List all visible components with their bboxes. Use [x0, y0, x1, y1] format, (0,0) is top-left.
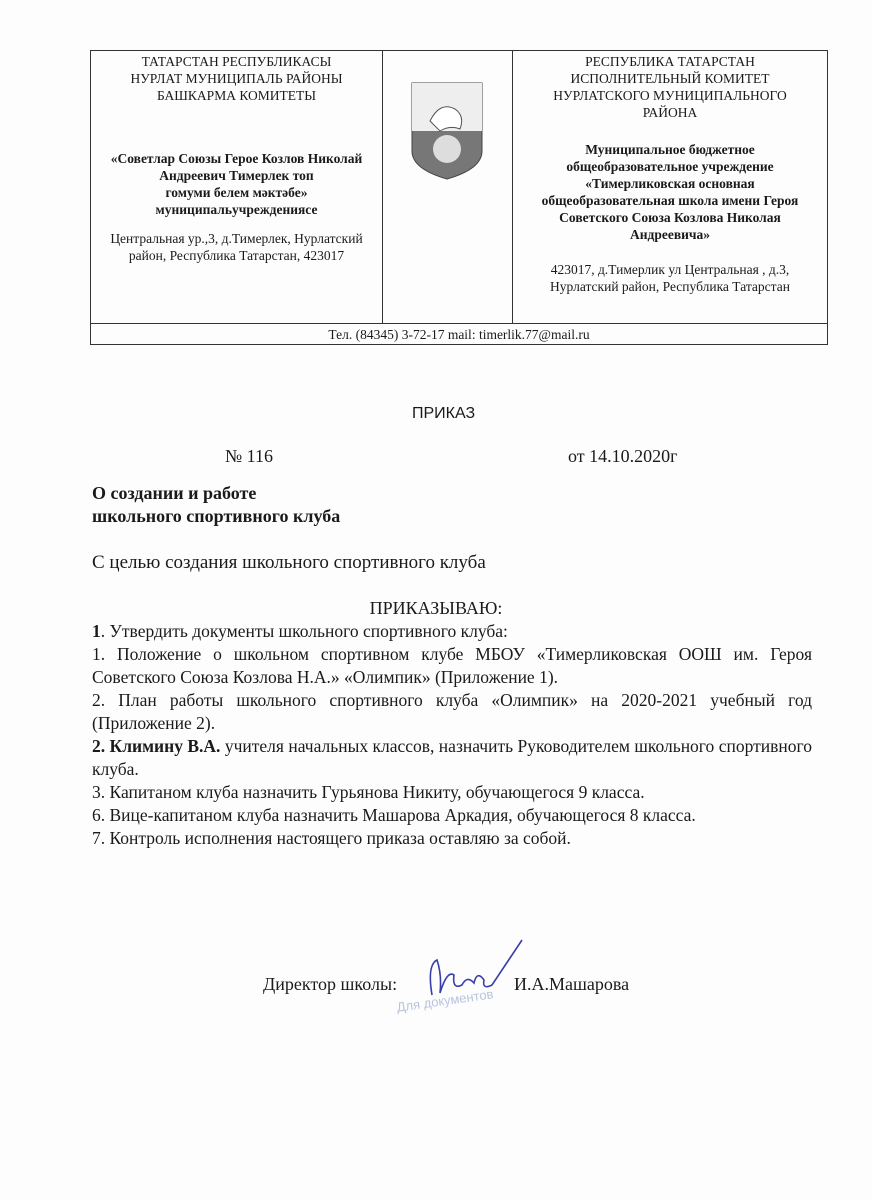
crest-column: [382, 51, 513, 323]
order-items: [92, 620, 812, 850]
item-text: 1. Положение о школьном спортивном клубе МБОУ «Тимерликовская ООШ им. Героя Советского Союза Козлова Н.А.» «Олимпик» (Приложение 1).: [92, 644, 812, 687]
order-subject: О создании и работе: [92, 483, 257, 503]
line: БАШКАРМА КОМИТЕТЫ: [156, 88, 316, 103]
stamp-text: Для документов: [395, 986, 495, 1015]
line: НУРЛАТ МУНИЦИПАЛЬ РАЙОНЫ: [130, 71, 343, 86]
letterhead: [90, 50, 828, 345]
signature-role: Директор школы:: [263, 974, 398, 994]
item-number: 2. Климину В.А.: [92, 736, 221, 756]
contact-line: Тел. (84345) 3-72-17 mail: timerlik.77@mail.ru: [91, 323, 827, 346]
item-text: 2. План работы школьного спортивного клуба «Олимпик» на 2020-2021 учебный год (Приложение 2).: [92, 690, 812, 733]
org: гомуми белем мәктәбе»: [165, 185, 308, 200]
letterhead-russian: [512, 51, 828, 323]
order-date: от 14.10.2020г: [568, 446, 678, 466]
order-title: ПРИКАЗ: [412, 405, 476, 422]
item-text: 3. Капитаном клуба назначить Гурьянова Никиту, обучающегося 9 класса.: [92, 782, 645, 802]
org: «Тимерликовская основная: [585, 176, 755, 191]
org: муниципальучреждениясе: [155, 202, 318, 217]
order-item: [92, 781, 812, 804]
order-item: [92, 643, 812, 689]
order-decree: ПРИКАЗЫВАЮ:: [369, 598, 503, 618]
order-number: № 116: [225, 446, 274, 466]
org: Андреевич Тимерлек топ: [159, 168, 314, 183]
order-item: [92, 620, 812, 643]
line: РАЙОНА: [642, 105, 698, 120]
order-item: [92, 827, 812, 850]
order-item: [92, 804, 812, 827]
org: общеобразовательная школа имени Героя: [541, 193, 799, 208]
line: ИСПОЛНИТЕЛЬНЫЙ КОМИТЕТ: [570, 71, 770, 86]
org: Муниципальное бюджетное: [585, 142, 755, 157]
address: район, Республика Татарстан, 423017: [128, 248, 345, 263]
letterhead-tatar: [91, 51, 383, 323]
org: Советского Союза Козлова Николая: [559, 210, 781, 225]
order-item: [92, 689, 812, 735]
order-item: [92, 735, 812, 781]
line: ТАТАРСТАН РЕСПУБЛИКАСЫ: [141, 54, 332, 69]
order-purpose: С целью создания школьного спортивного клуба: [92, 552, 486, 573]
org: Андреевича»: [629, 227, 711, 242]
org: «Советлар Союзы Герое Козлов Николай: [110, 151, 363, 166]
coat-of-arms-icon: [410, 81, 484, 181]
item-number: 1: [92, 621, 101, 641]
address: Центральная ур.,3, д.Тимерлек, Нурлатский: [110, 231, 363, 246]
org: общеобразовательное учреждение: [566, 159, 774, 174]
order-subject: школьного спортивного клуба: [92, 506, 341, 526]
item-text: 7. Контроль исполнения настоящего приказа оставляю за собой.: [92, 828, 571, 848]
line: НУРЛАТСКОГО МУНИЦИПАЛЬНОГО: [553, 88, 787, 103]
address: 423017, д.Тимерлик ул Центральная , д.3,: [550, 262, 790, 277]
line: РЕСПУБЛИКА ТАТАРСТАН: [585, 54, 755, 69]
item-text: . Утвердить документы школьного спортивного клуба:: [100, 621, 508, 641]
item-text: учителя начальных классов, назначить Руководителем школьного спортивного клуба.: [92, 736, 812, 779]
address: Нурлатский район, Республика Татарстан: [550, 279, 790, 294]
signature-name: И.А.Машарова: [514, 974, 630, 994]
item-text: 6. Вице-капитаном клуба назначить Машарова Аркадия, обучающегося 8 класса.: [92, 805, 696, 825]
